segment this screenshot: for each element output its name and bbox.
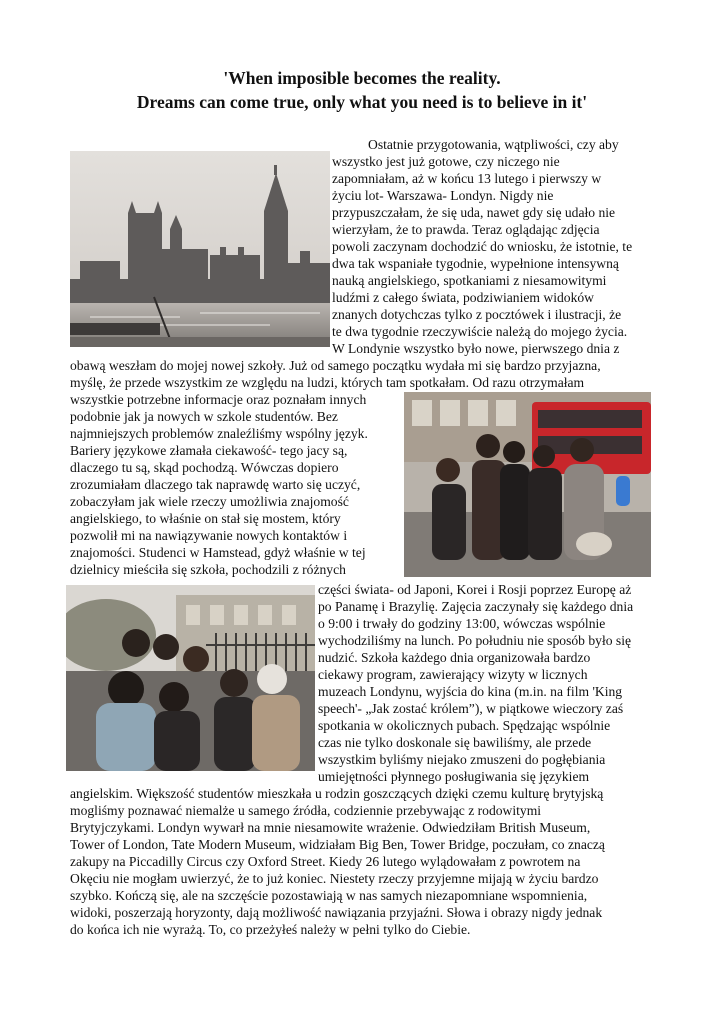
body-line-23: angielskiego, to właśnie on stał się mostem, który	[70, 511, 341, 526]
body-line-32: ciekawy program, zawierający wizyty w licznych	[318, 667, 588, 682]
body-line-44: Okęciu nie mogłam uwierzyć, że to już koniec. Niestety rzeczy przyjemne mijają w życiu bardzo	[70, 871, 599, 886]
body-line-28: po Panamę i Brazylię. Zajęcia zaczynały się każdego dnia	[318, 599, 634, 614]
body-line-39: angielskim. Większość studentów mieszkała u rodzin goszczących dzięki czemu kulturę brytyjską	[70, 786, 604, 801]
body-line-2: wszystko jest już gotowe, czy niczego nie	[332, 154, 560, 169]
body-line-33: muzeach Londynu, wyjścia do kina (m.in. na film 'King	[318, 684, 623, 699]
body-line-40: mogliśmy poznawać niemalże u samego źródła, codziennie przebywając z rodowitymi	[70, 803, 542, 818]
photo-group-park-fence	[66, 585, 315, 771]
body-line-12: te dwa tygodnie rzeczywiście należą do mojego życia.	[332, 324, 628, 339]
body-line-8: dwa tak wspaniałe tygodnie, wypełnione intensywną	[332, 256, 619, 271]
title-line-2: Dreams can come true, only what you need is to believe in it'	[136, 92, 588, 112]
body-line-36: czas nie tylko doskonale się bawiliśmy, ale przede	[318, 735, 592, 750]
body-line-34: speech'- „Jak zostać królem”), w piątkowe wieczory zaś	[318, 701, 624, 716]
body-line-29: o 9:00 i trwały do godziny 13:00, wówczas wspólnie	[318, 616, 606, 631]
body-line-16: wszystkie potrzebne informacje oraz poznałam innych	[70, 392, 367, 407]
article-title	[0, 66, 724, 114]
body-line-35: spotkania w okolicznych pubach. Spędzając wspólnie	[318, 718, 611, 733]
body-line-9: nauką angielskiego, spotkaniami z niesamowitymi	[332, 273, 607, 288]
body-line-11: znanych dotychczas tylko z pocztówek i ilustracji, że	[332, 307, 622, 322]
photo-westminster-thames	[70, 151, 330, 347]
body-line-46: widoki, poszerzają horyzonty, dają możliwość nawiązania przyjaźni. Słowa i obrazy nigdy jednak	[70, 905, 603, 920]
body-line-20: dlaczego tu są, skąd pochodzą. Wówczas dopiero	[70, 460, 339, 475]
body-line-27: części świata- od Japoni, Korei i Rosji poprzez Europę aż	[318, 582, 632, 597]
body-line-1: Ostatnie przygotowania, wątpliwości, czy aby	[368, 137, 619, 152]
body-line-19: Bariery językowe złamała ciekawość- tego jacy są,	[70, 443, 348, 458]
body-line-45: szybko. Kończą się, ale na szczęście pozostawiają w nas samych niezapomniane wspomnienia,	[70, 888, 588, 903]
body-line-47: do końca ich nie wyrażą. To, co przeżyłeś należy w pełni tylko do Ciebie.	[70, 922, 471, 937]
body-line-43: zakupy na Piccadilly Circus czy Oxford Street. Kiedy 26 lutego wylądowałam z powrotem na	[70, 854, 581, 869]
body-line-15: myślę, że przede wszystkim ze względu na ludzi, których tam spotkałam. Od razu otrzymałam	[70, 375, 585, 390]
body-line-21: zrozumiałam dlaczego tak naprawdę warto się uczyć,	[70, 477, 361, 492]
body-line-3: zapomniałam, aż w końcu 13 lutego i pierwszy w	[332, 171, 602, 186]
body-line-31: nudzić. Szkoła każdego dnia organizowała bardzo	[318, 650, 591, 665]
body-line-24: pozwolił mi na nawiązywanie nowych kontaktów i	[70, 528, 348, 543]
body-line-4: życiu lot- Warszawa- Londyn. Nigdy nie	[332, 188, 554, 203]
body-line-14: obawą weszłam do mojej nowej szkoły. Już od samego początku wydała mi się bardzo przyjazna,	[70, 358, 601, 373]
body-line-17: podobnie jak ja nowych w szkole studentów. Bez	[70, 409, 338, 424]
body-line-37: wszystkim byliśmy niejako zmuszeni do pogłębiania	[318, 752, 606, 767]
body-line-6: wierzyłam, że to prawda. Teraz oglądając zdjęcia	[332, 222, 600, 237]
body-line-26: dzielnicy mieściła się szkoła, pochodzili z różnych	[70, 562, 346, 577]
body-line-41: Brytyjczykami. Londyn wywarł na mnie niesamowite wrażenie. Odwiedziłam British Museum,	[70, 820, 591, 835]
body-line-7: powoli zaczynam dochodzić do wniosku, że istotnie, te	[332, 239, 633, 254]
title-line-1: 'When imposible becomes the reality.	[223, 68, 501, 88]
body-line-13: W Londynie wszystko było nowe, pierwszego dnia z	[332, 341, 620, 356]
photo-group-street-bus	[404, 392, 651, 577]
body-line-18: najmniejszych problemów znaleźliśmy wspólny język.	[70, 426, 368, 441]
body-line-5: przypuszczałam, że się uda, nawet gdy się udało nie	[332, 205, 616, 220]
body-line-22: zobaczyłam jak wiele rzeczy umożliwia znajomość	[70, 494, 349, 509]
body-line-10: ludźmi z całego świata, podziwianiem widoków	[332, 290, 594, 305]
body-line-25: znajomości. Studenci w Hamstead, gdyż właśnie w tej	[70, 545, 366, 560]
body-line-30: wychodziliśmy na lunch. Po południu nie sposób było się	[318, 633, 632, 648]
body-line-42: Tower of London, Tate Modern Museum, widziałam Big Ben, Tower Bridge, poczułam, co znaczą	[70, 837, 605, 852]
body-line-38: umiejętności płynnego posługiwania się językiem	[318, 769, 590, 784]
